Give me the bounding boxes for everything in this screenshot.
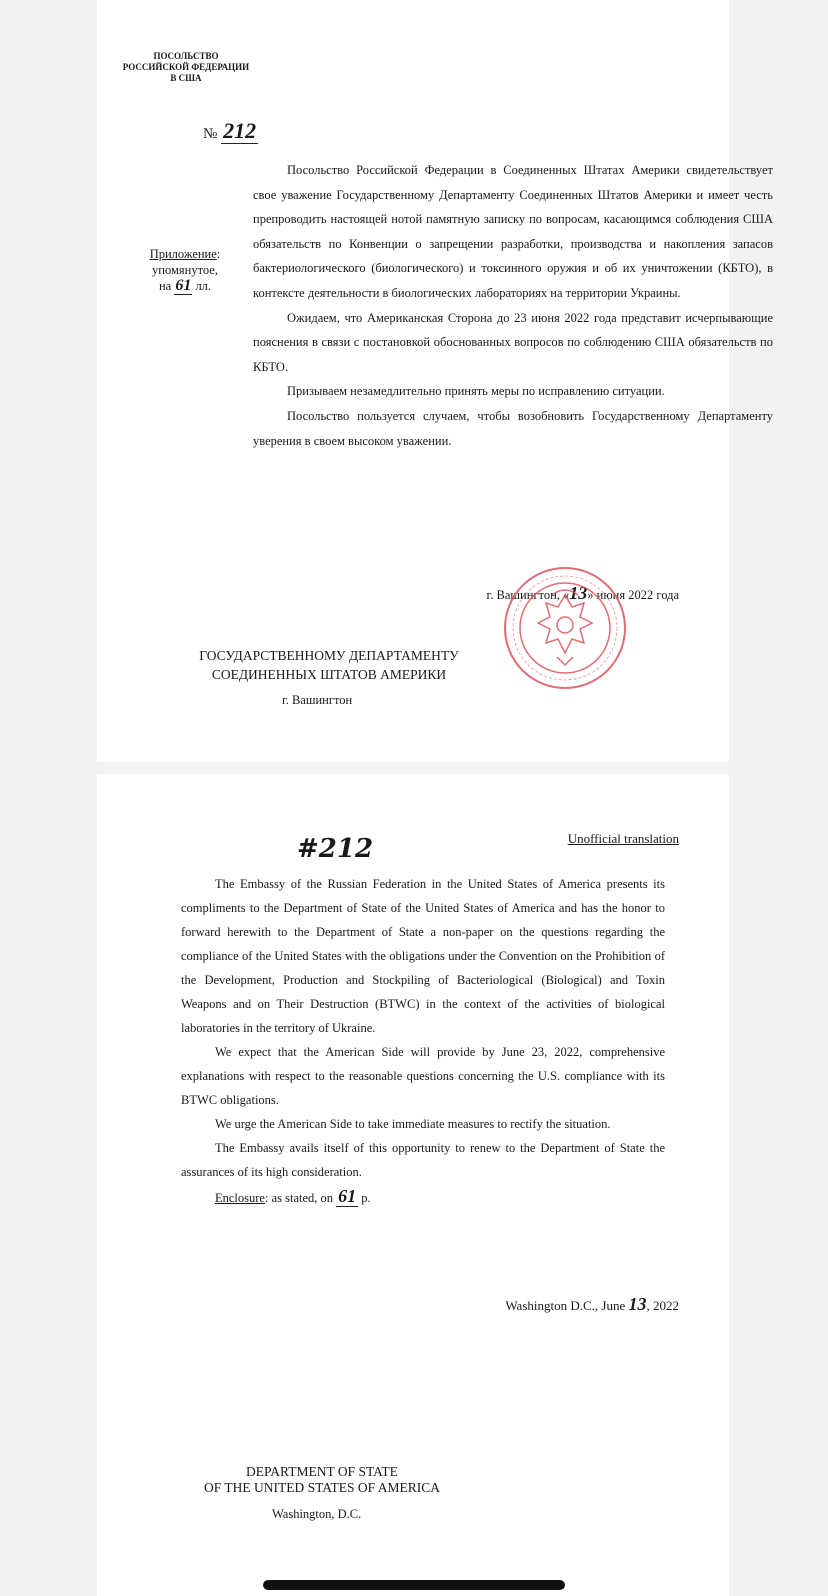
addressee-line: DEPARTMENT OF STATE <box>246 1464 398 1479</box>
paragraph: Призываем незамедлительно принять меры по исправлению ситуации. <box>287 384 665 399</box>
paragraph: We urge the American Side to take immediate measures to rectify the situation. <box>215 1117 611 1131</box>
paragraph: The Embassy avails itself of this opportunity to renew to the Department of State the assurances of its high consideration. <box>181 1141 665 1179</box>
addressee <box>187 1464 457 1496</box>
addressee-line: СОЕДИНЕННЫХ ШТАТОВ АМЕРИКИ <box>211 667 447 682</box>
home-indicator[interactable] <box>263 1580 565 1590</box>
handwritten-day: 13 <box>569 583 588 603</box>
enclosure-unit: p. <box>358 1191 371 1205</box>
embassy-seal-stamp <box>502 565 628 691</box>
addressee <box>179 646 479 684</box>
handwritten-number: #212 <box>297 834 374 864</box>
paragraph: Посольство Российской Федерации в Соединенных Штатах Америки свидетельствует свое уважение Государственному Департаменту Соединенных Штатов Америки и имеет честь препроводить настоящей нотой памятную записку по вопросам, касающимся соблюдения США обязательств по Конвенции о запрещении разработки, производства и накопления запасов бактериологического (биологического) и токсинного оружия и об их уничтожении (КБТО), в контексте деятельности в биологических лабораториях на территории Украины. <box>253 163 773 300</box>
handwritten-page-count: 61 <box>175 277 192 294</box>
enclosure-label: Enclosure <box>215 1191 265 1205</box>
enclosure-note <box>125 246 245 295</box>
note-body-russian <box>253 158 773 453</box>
place-date-line <box>505 1294 679 1315</box>
paragraph: We expect that the American Side will provide by June 23, 2022, comprehensive explanations with respect to the reasonable questions concerning the U.S. compliance with its BTWC obligations. <box>181 1045 665 1107</box>
place-date-prefix: Washington D.C., June <box>505 1298 629 1313</box>
enclosure-text: : as stated, on <box>264 1191 337 1205</box>
number-prefix: № <box>203 126 218 142</box>
enclosure-title: Приложение <box>149 247 217 261</box>
addressee-city: г. Вашингтон <box>282 693 353 707</box>
note-number <box>203 118 258 144</box>
paragraph: Ожидаем, что Американская Сторона до 23 июня 2022 года представит исчерпывающие пояснения в связи с постановкой обоснованных вопросов по соблюдению США обязательств по КБТО. <box>253 310 773 374</box>
place-date-suffix: » июня 2022 года <box>587 588 679 602</box>
addressee-city: Washington, D.C. <box>272 1507 362 1521</box>
letterhead-line: В США <box>170 73 202 83</box>
paragraph: The Embassy of the Russian Federation in the United States of America presents its compliments to the Department of State of the United States of America and has the honor to forward herewith to the Department of State a non-paper on the questions regarding the compliance of the United States with the obligations under the Convention on the Prohibition of the Development, Production and Stockpiling of Bacteriological (Biological) and Toxin Weapons and on Their Destruction (BTWC) in the context of the activities of biological laboratories in the territory of Ukraine. <box>181 877 665 1035</box>
addressee-line: OF THE UNITED STATES OF AMERICA <box>203 1480 441 1495</box>
handwritten-day: 13 <box>628 1294 647 1314</box>
english-translation-page <box>97 774 729 1596</box>
place-date-prefix: г. Вашингтон, « <box>486 588 570 602</box>
addressee-line: ГОСУДАРСТВЕННОМУ ДЕПАРТАМЕНТУ <box>199 648 459 663</box>
enclosure-on: на <box>158 279 172 293</box>
enclosure-unit: лл. <box>195 279 212 293</box>
place-date-suffix: , 2022 <box>646 1298 679 1313</box>
letterhead-line: РОССИЙСКОЙ ФЕДЕРАЦИИ <box>122 62 250 72</box>
enclosure-line2: упомянутое, <box>152 263 218 277</box>
note-body-english <box>181 872 665 1210</box>
paragraph: Посольство пользуется случаем, чтобы возобновить Государственному Департаменту уверения в своем высоком уважении. <box>253 408 773 448</box>
embassy-letterhead <box>121 51 251 84</box>
handwritten-number: 212 <box>223 118 257 143</box>
letterhead-line: ПОСОЛЬСТВО <box>153 51 219 61</box>
enclosure-line <box>181 1184 665 1210</box>
unofficial-translation-label: Unofficial translation <box>567 831 679 846</box>
russian-note-page <box>97 0 773 762</box>
handwritten-page-count: 61 <box>338 1186 357 1206</box>
enclosure-colon: : <box>216 247 221 261</box>
